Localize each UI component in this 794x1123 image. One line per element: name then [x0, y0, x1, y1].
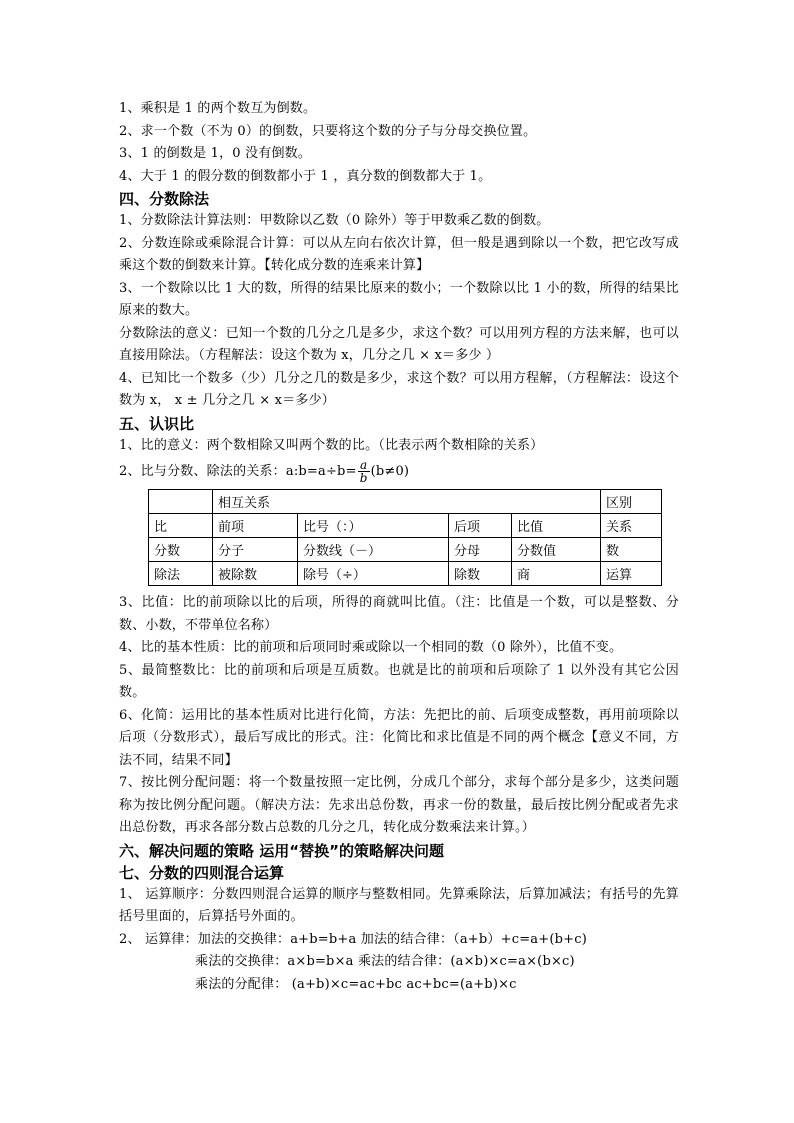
operation-laws-multiplication: 乘法的交换律：a×b=b×a 乘法的结合律：(a×b)×c=a×(b×c)	[195, 954, 575, 969]
table-row	[149, 562, 662, 586]
table-cell: 分数线（－）	[298, 538, 449, 562]
table-cell: 比号（：）	[298, 514, 449, 538]
ratio-rule-4: 4、比的基本性质：比的前项和后项同时乘或除以一个相同的数（0 除外），比值不变。	[119, 640, 623, 655]
table-cell-empty	[149, 490, 213, 514]
division-meaning: 分数除法的意义：已知一个数的几分之几是多少，求这个数？可以用列方程的方法来解，也可以直接用除法。（方程解法：设这个数为 x，几分之几 × x＝多少 ）	[119, 325, 679, 363]
mixed-operations-rule-1: 1、 运算顺序：分数四则混合运算的顺序与整数相同。先算乘除法，后算加减法；有括号的先算括号里面的，后算括号外面的。	[119, 886, 679, 924]
ratio-rule-1: 1、比的意义：两个数相除又叫两个数的比。（比表示两个数相除的关系）	[119, 437, 544, 453]
section-heading-strategy: 六、解决问题的策略 运用“替换”的策略解决问题	[119, 841, 444, 860]
table-cell: 分数	[149, 538, 213, 562]
table-header-row	[149, 490, 662, 514]
division-rule-3: 3、一个数除以比 1 大的数，所得的结果比原来的数小；一个数除以比 1 小的数，所得的结果比原来的数大。	[119, 280, 679, 318]
operation-laws-addition: 2、 运算律：加法的交换律：a+b=b+a 加法的结合律：（a+b）+c=a+(b+c)	[119, 931, 587, 947]
table-cell: 运算	[601, 562, 662, 586]
table-row	[149, 514, 662, 538]
reciprocal-rule-1: 1、乘积是 1 的两个数互为倒数。	[119, 101, 317, 116]
table-cell: 关系	[601, 514, 662, 538]
table-cell: 分子	[213, 538, 298, 562]
operation-laws-distribution: 乘法的分配律： (a+b)×c=ac+bc ac+bc=(a+b)×c	[195, 976, 517, 992]
table-cell: 除号（÷）	[298, 562, 449, 586]
ratio-relation-table	[148, 489, 662, 586]
section-heading-ratio: 五、认识比	[119, 414, 195, 433]
table-row	[149, 538, 662, 562]
ratio-rule-7: 7、按比例分配问题：将一个数量按照一定比例，分成几个部分，求每个部分是多少，这类问题称为按比例分配问题。（解决方法：先求出总份数，再求一份的数量，最后按比例分配或者先求出总份数，再求各部分数占总数的几分之几，转化成分数乘法来计算。）	[119, 775, 679, 835]
section-heading-fraction-division: 四、分数除法	[119, 190, 210, 208]
ratio-rule-6: 6、化简：运用比的基本性质对比进行化简，方法：先把比的前、后项变成整数，再用前项除以后项（分数形式），最后写成比的形式。注：化简比和求比值是不同的两个概念【意义不同，方法不同，结果不同】	[119, 707, 679, 768]
division-rule-2: 2、分数连除或乘除混合计算：可以从左向右依次计算，但一般是遇到除以一个数，把它改写成乘这个数的倒数来计算。【转化成分数的连乘来计算】	[119, 235, 679, 273]
table-cell: 除数	[449, 562, 512, 586]
division-rule-4: 4、已知比一个数多（少）几分之几的数是多少，求这个数？可以用方程解，（方程解法：设这个数为 x， x ± 几分之几 × x＝多少）	[119, 370, 679, 408]
ratio-rule-3: 3、比值：比的前项除以比的后项，所得的商就叫比值。（注：比值是一个数，可以是整数、分数、小数，不带单位名称）	[119, 595, 679, 633]
table-cell: 分母	[449, 538, 512, 562]
ratio-relation-prefix: 2、比与分数、除法的关系：a:b=a÷b=	[119, 464, 357, 479]
table-cell: 前项	[213, 514, 298, 538]
table-header-difference: 区别	[601, 490, 662, 514]
table-cell: 被除数	[213, 562, 298, 586]
reciprocal-rule-3: 3、1 的倒数是 1，0 没有倒数。	[119, 146, 312, 161]
table-cell: 比	[149, 514, 213, 538]
fraction-denominator: b	[359, 471, 368, 485]
document-page	[119, 98, 679, 996]
ratio-relation-line	[119, 457, 679, 487]
table-cell: 数	[601, 538, 662, 562]
table-cell: 分数值	[512, 538, 601, 562]
reciprocal-rule-4: 4、大于 1 的假分数的倒数都小于 1 ，真分数的倒数都大于 1。	[119, 168, 492, 184]
section-heading-mixed-operations: 七、分数的四则混合运算	[119, 863, 285, 882]
ratio-rule-5: 5、最简整数比：比的前项和后项是互质数。也就是比的前项和后项除了 1 以外没有其它公因数。	[119, 662, 679, 700]
table-header-relation: 相互关系	[213, 490, 601, 514]
table-cell: 商	[512, 562, 601, 586]
fraction-numerator: a	[358, 459, 370, 472]
fraction-a-over-b	[358, 459, 370, 484]
table-cell: 除法	[149, 562, 213, 586]
table-cell: 后项	[449, 514, 512, 538]
table-cell: 比值	[512, 514, 601, 538]
reciprocal-rule-2: 2、求一个数（不为 0）的倒数，只要将这个数的分子与分母交换位置。	[119, 123, 537, 139]
ratio-relation-suffix: (b≠0)	[370, 464, 410, 479]
division-rule-1: 1、分数除法计算法则：甲数除以乙数（0 除外）等于甲数乘乙数的倒数。	[119, 213, 550, 228]
